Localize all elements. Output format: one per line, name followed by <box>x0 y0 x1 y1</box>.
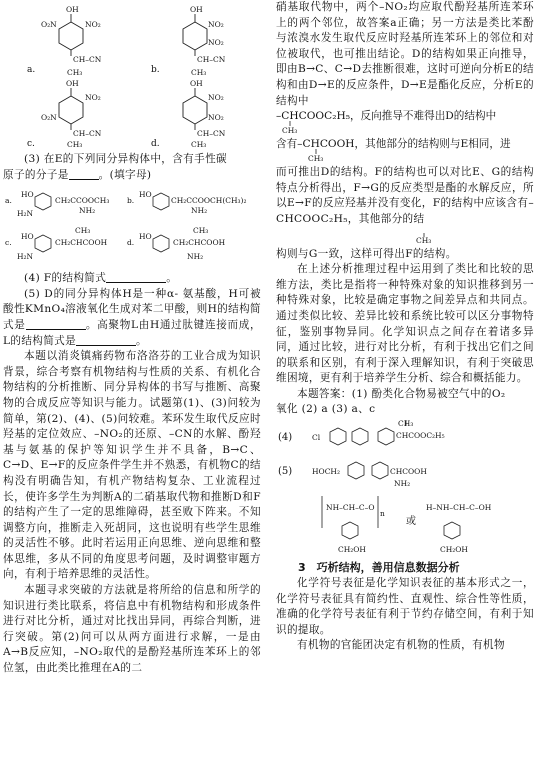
svg-text:NO₂: NO₂ <box>208 38 224 47</box>
svg-text:CH–CN: CH–CN <box>197 55 226 64</box>
left-column <box>3 0 261 768</box>
section-heading: 3 巧析结构，善用信息数据分析 <box>298 561 460 575</box>
answer-4-label: (4) <box>278 432 293 444</box>
svg-text:HO: HO <box>139 190 152 200</box>
option-c-label: c. <box>27 139 35 148</box>
svg-text:CH₂CHCOOH: CH₂CHCOOH <box>173 238 226 248</box>
svg-text:n: n <box>380 509 385 519</box>
question-3: (3) 在E的下列同分异构体中，含有手性碳 原子的分子是 。(填字母) <box>3 153 227 181</box>
svg-text:NH₂: NH₂ <box>191 206 208 216</box>
svg-text:NO₂: NO₂ <box>208 113 224 122</box>
isomer-candidates-figure <box>3 183 261 267</box>
svg-text:CHCOOH: CHCOOH <box>390 467 427 477</box>
isomer-d-label: d. <box>127 238 135 248</box>
svg-text:O₂N: O₂N <box>41 113 57 122</box>
svg-text:NO₂: NO₂ <box>85 93 101 102</box>
method-paragraph: 在上述分析推理过程中运用到了类比和比较的思维方法，类比是指将一种特殊对象的知识推移到另一种特殊对象，比较是确定事物之间差异点和共同点。通过类似比较、差异比较和系统比较可以区分事物特征，鉴别事物异同。化学知识点之间存在着诸多异同，通过比较，进行对比分析，有利于找出它们之间的联系和区别，有利于深入理解知识，有利于突破思维困境，更有利于培养学生分析、综合和概括能力。 <box>276 263 534 385</box>
svg-text:NO₂: NO₂ <box>208 20 224 29</box>
svg-text:HO: HO <box>21 190 34 200</box>
fragment-ch3-1 <box>276 109 534 133</box>
svg-text:NH₂: NH₂ <box>187 252 204 262</box>
svg-text:CH–CN: CH–CN <box>73 129 102 138</box>
analysis-paragraph-1: 本题以消炎镇痛药物布洛洛芬的工业合成为知识背景，综合考察有机物结构与性质的关系、有机化合物结构的分析推断、同分异构体的书写与推断、高聚物的合成反应等知识与能力。试题第(1)、(3)问较为简单，第(2)、(4)、(5)问较难。苯环发生取代反应时羟基的定位效应、–NO₂的还原、–CN的水解、酚羟基与氨基的保护等知识学生并不具备，B→C、C→D、E→F的反应条件学生并不熟悉，有机物C的结构没有明确告知，有机产物结构复杂、工业流程过长，使许多学生为判断A的二硝基取代物和推断D和F的结构产生了一定的思维障碍，甚至败下阵来。不知调整方向，推断走入死胡同，这也说明有些学生思维的灵活性不够。此时若运用正向思维、逆向思维和整体思维，多从不同的角度思考问题，及时调整审题方向，有利于培养思维的灵活性。 <box>3 350 261 581</box>
option-d-label: d. <box>151 139 160 148</box>
svg-text:NH₂: NH₂ <box>79 206 96 216</box>
svg-text:CHCOOC₂H₅: CHCOOC₂H₅ <box>396 431 445 441</box>
svg-text:CH₃: CH₃ <box>398 419 414 429</box>
svg-text:OH: OH <box>66 79 79 88</box>
question-4: (4) F的结构简式 。 <box>24 272 178 285</box>
svg-text:CH₂CHCOOH: CH₂CHCOOH <box>55 238 108 248</box>
svg-text:CH–CN: CH–CN <box>197 129 226 138</box>
section-paragraph-2: 有机物的官能团决定有机物的性质，有机物 <box>297 639 505 652</box>
svg-text:CH₃: CH₃ <box>191 140 207 148</box>
svg-text:或: 或 <box>406 516 416 528</box>
svg-text:HOCH₂: HOCH₂ <box>312 467 340 477</box>
svg-text:CH₂CCOOCH(CH₃)₂: CH₂CCOOCH(CH₃)₂ <box>171 196 247 206</box>
svg-text:CH₃: CH₃ <box>67 140 83 148</box>
isomer-a-label: a. <box>5 196 12 206</box>
svg-text:含有–CHCOOH，其他部分的结构则与E相同，进: 含有–CHCOOH，其他部分的结构则与E相同，进 <box>276 138 511 151</box>
continued-paragraph-2: 而可推出D的结构。F的结构也可以对比E、G的结构特点分析得出，F→G的反应类型是酯的水解反应，所以E→F的反应羟基并没有变化，F的结构中应该含有–CHCOOC₂H₅，其他部分的结 <box>276 166 534 225</box>
svg-text:OH: OH <box>190 5 203 14</box>
continued-paragraph: 硝基取代物中，两个–NO₂均应取代酚羟基所连苯环上的两个邻位，故答案a正确；另一方法是类比苯酚与浓溴水发生取代反应时羟基所连苯环上的邻位和对位被取代，也可推出结论。D的结构如果正向推导，即由B→C、C→D去推断很难，这时可逆向分析E的结构和由D→E的反应条件，D→E是酯化反应，分析E的结构中 <box>276 1 534 107</box>
svg-text:OH: OH <box>190 79 203 88</box>
svg-text:CH₃: CH₃ <box>193 226 209 236</box>
answer-paragraph: 本题答案：(1) 酚类化合物易被空气中的O₂ 氧化 (2) a (3) a、c <box>276 387 506 416</box>
structure-options-figure <box>3 0 261 148</box>
right-column <box>276 0 534 768</box>
isomer-c-label: c. <box>5 238 12 248</box>
svg-text:CH₃: CH₃ <box>416 235 432 243</box>
continued-paragraph-3: 构则与G一致，这样可得出F的结构。 <box>276 247 457 260</box>
answer-structures-figure <box>276 418 534 556</box>
svg-text:CH₂OH: CH₂OH <box>440 545 468 555</box>
svg-text:NO₂: NO₂ <box>85 20 101 29</box>
isomer-b-label: b. <box>127 196 135 206</box>
svg-text:H₂N: H₂N <box>17 209 34 219</box>
svg-text:CH₃: CH₃ <box>308 154 324 162</box>
svg-text:CH₃: CH₃ <box>67 68 83 77</box>
svg-text:NH₂: NH₂ <box>394 479 411 489</box>
svg-text:O₂N: O₂N <box>41 20 57 29</box>
svg-text:H–NH–CH–C–OH: H–NH–CH–C–OH <box>426 503 492 513</box>
svg-text:CH₂CCOOCH₃: CH₂CCOOCH₃ <box>55 196 110 206</box>
svg-text:HO: HO <box>21 232 34 242</box>
svg-text:NH–CH–C–O: NH–CH–C–O <box>326 503 375 513</box>
svg-text:Cl: Cl <box>312 433 321 443</box>
question-5: (5) D的同分异构体H是一种α- 氨基酸，H可被酸性KMnO₄溶液氧化生成对苯二甲酸，则H的结构简式是 。高聚物L由H通过肽键连接而成，L的结构简式是 。 <box>3 287 261 347</box>
svg-text:CH₃: CH₃ <box>75 226 91 236</box>
atom-oh: OH <box>66 5 79 14</box>
answer-5-label: (5) <box>278 466 293 478</box>
svg-text:NO₂: NO₂ <box>208 93 224 102</box>
svg-text:CH–CN: CH–CN <box>73 55 102 64</box>
section-paragraph-1: 化学符号表征是化学知识表征的基本形式之一，化学符号表征具有简约性、直观性、综合性等性质，准确的化学符号表征有利于节约存储空间，有利于知识的提取。 <box>276 577 534 636</box>
analysis-paragraph-2: 本题寻求突破的方法就是将所给的信息和所学的知识进行类比联系，将信息中有机物结构和形成条件进行对比分析，通过对比找出异同，再综合判断，进行突破。第(2)问可以从两方面进行求解，一是由A→B反应知，–NO₂取代的是酚羟基所连苯环上的邻位氢，由此类比推理在A的二 <box>3 584 261 675</box>
svg-text:HO: HO <box>139 232 152 242</box>
svg-text:H₂N: H₂N <box>17 252 34 262</box>
svg-text:CH₂OH: CH₂OH <box>338 545 366 555</box>
option-a-label: a. <box>27 65 36 75</box>
fragment-ch3-3 <box>276 233 534 243</box>
svg-text:CH₃: CH₃ <box>191 68 207 77</box>
svg-text:CH₃: CH₃ <box>282 126 298 134</box>
svg-text:–CHCOOC₂H₅，反向推导不难得出D的结构中: –CHCOOC₂H₅，反向推导不难得出D的结构中 <box>276 110 497 123</box>
option-b-label: b. <box>151 65 160 75</box>
fragment-ch3-2 <box>276 137 534 161</box>
